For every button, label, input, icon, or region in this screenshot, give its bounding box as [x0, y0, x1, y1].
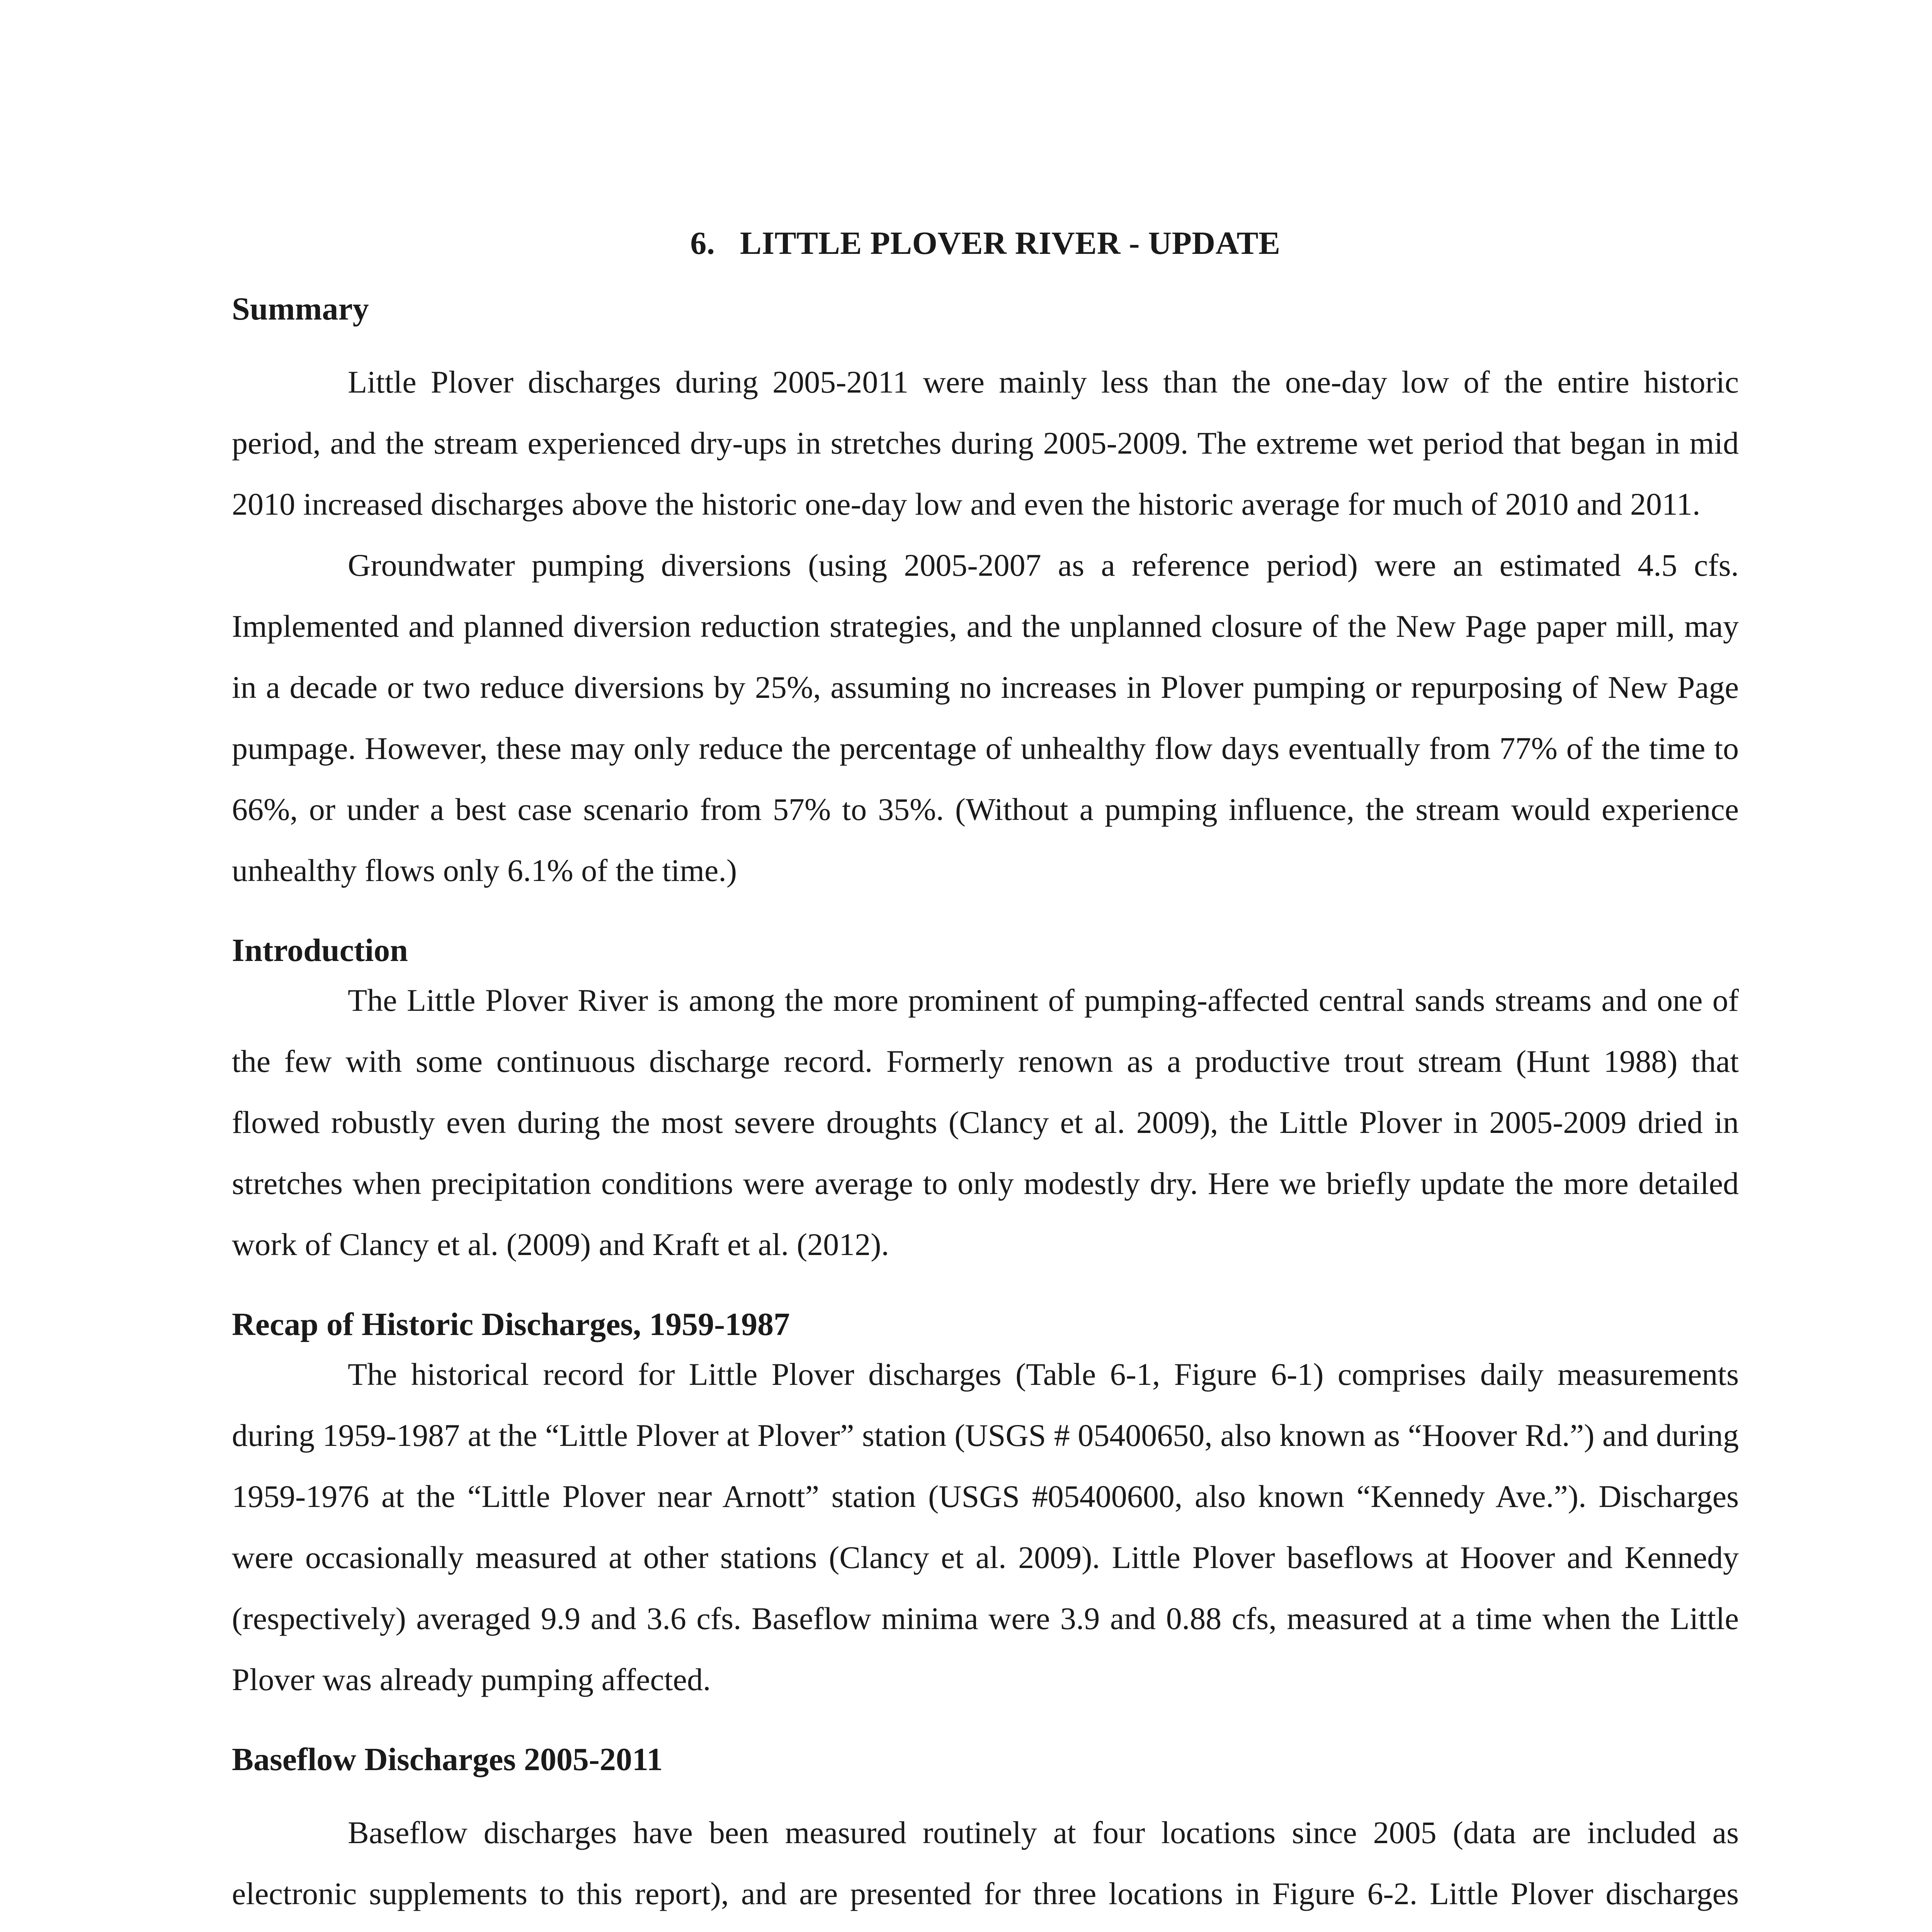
section-recap	[232, 1305, 1739, 1710]
section-heading-recap: Recap of Historic Discharges, 1959-1987	[232, 1306, 790, 1342]
baseflow-paragraph-1: Baseflow discharges have been measured routinely at four locations since 2005 (data are included as electronic supplements to this report), and are presented for three locations in Figure 6-2. Little Plover discharges	[232, 1815, 1739, 1911]
section-summary	[232, 290, 1739, 901]
section-baseflow	[232, 1740, 1739, 1932]
section-heading-baseflow: Baseflow Discharges 2005-2011	[232, 1742, 663, 1777]
recap-paragraph-1: The historical record for Little Plover discharges (Table 6-1, Figure 6-1) comprises daily measurements during 1959-1987 at the “Little Plover at Plover” station (USGS # 05400650, also known as “Hoover Rd.”) and during 1959-1976 at the “Little Plover near Arnott” station (USGS #05400600, also known “Kennedy Ave.”). Discharges were occasionally measured at other stations (Clancy et al. 2009). Little Plover baseflows at Hoover and Kennedy (respectively) averaged 9.9 and 3.6 cfs. Baseflow minima were 3.9 and 0.88 cfs, measured at a time when the Little Plover was already pumping affected.	[232, 1357, 1739, 1697]
introduction-paragraph-1: The Little Plover River is among the more prominent of pumping-affected central sands streams and one of the few with some continuous discharge record. Formerly renown as a productive trout stream (Hunt 1988) that flowed robustly even during the most severe droughts (Clancy et al. 2009), the Little Plover in 2005-2009 dried in stretches when precipitation conditions were average to only modestly dry. Here we briefly update the more detailed work of Clancy et al. (2009) and Kraft et al. (2012).	[232, 983, 1739, 1262]
chapter-title: 6. LITTLE PLOVER RIVER - UPDATE	[690, 225, 1281, 261]
summary-paragraph-2: Groundwater pumping diversions (using 2005-2007 as a reference period) were an estimated 4.5 cfs. Implemented and planned diversion reduction strategies, and the unplanned closure of the New Page paper mill, may in a decade or two reduce diversions by 25%, assuming no increases in Plover pumping or repurposing of New Page pumpage. However, these may only reduce the percentage of unhealthy flow days eventually from 77% of the time to 66%, or under a best case scenario from 57% to 35%. (Without a pumping influence, the stream would experience unhealthy flows only 6.1% of the time.)	[232, 548, 1739, 888]
document-page	[232, 224, 1739, 1932]
section-introduction	[232, 931, 1739, 1275]
summary-paragraph-1: Little Plover discharges during 2005-2011 were mainly less than the one-day low of the entire historic period, and the stream experienced dry-ups in stretches during 2005-2009. The extreme wet period that began in mid 2010 increased discharges above the historic one-day low and even the historic average for much of 2010 and 2011.	[232, 364, 1739, 522]
section-heading-summary: Summary	[232, 291, 369, 327]
section-heading-introduction: Introduction	[232, 932, 408, 968]
